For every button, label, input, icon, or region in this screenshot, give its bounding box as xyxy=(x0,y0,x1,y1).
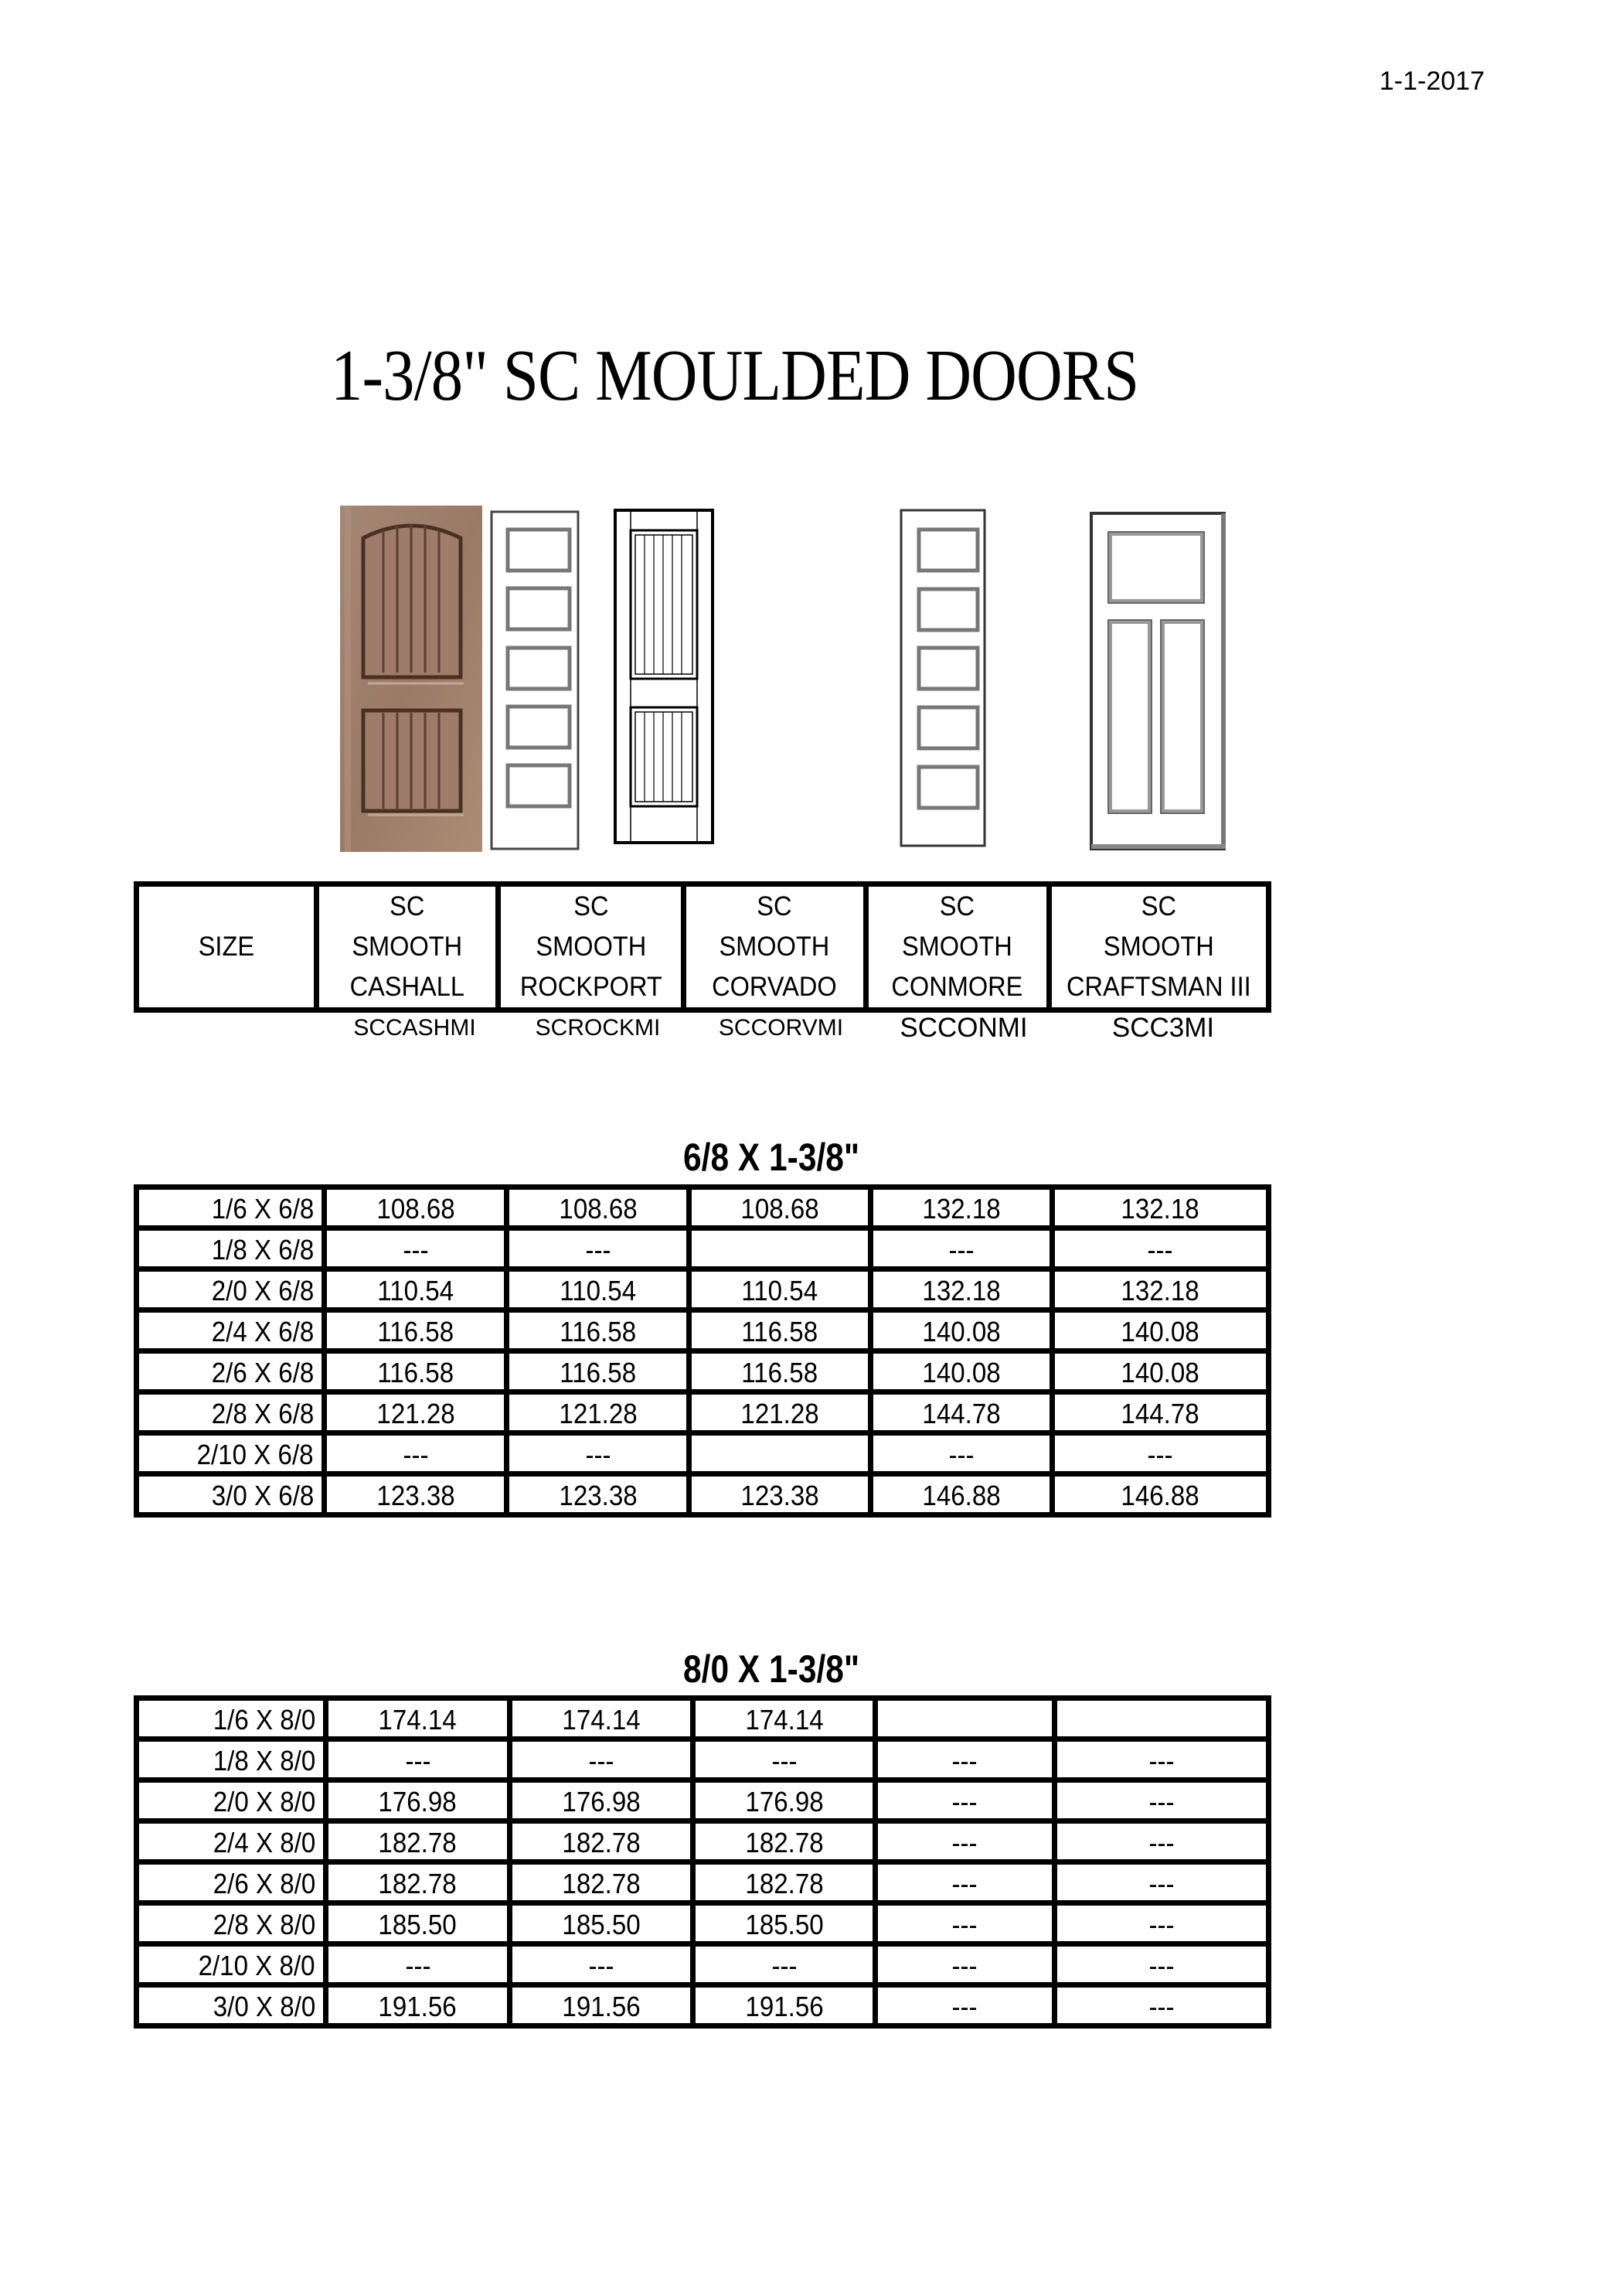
price-cell: 174.14 xyxy=(509,1698,693,1739)
size-header: SIZE xyxy=(137,884,317,1010)
door-image-conmore xyxy=(896,507,989,857)
size-cell: 1/8 X 6/8 xyxy=(137,1228,325,1269)
table-row xyxy=(137,1433,1269,1474)
page-title: 1-3/8" SC MOULDED DOORS xyxy=(331,336,1139,416)
column-header-corvado: SC SMOOTH CORVADO xyxy=(684,884,866,1010)
price-cell xyxy=(876,1698,1055,1739)
size-cell: 2/10 X 8/0 xyxy=(137,1944,326,1985)
size-cell: 1/6 X 8/0 xyxy=(137,1698,326,1739)
price-cell: --- xyxy=(870,1433,1052,1474)
product-code-corvado: SCCORVMI xyxy=(718,1015,844,1041)
price-cell: 121.28 xyxy=(325,1392,507,1433)
table-row xyxy=(137,1310,1269,1351)
price-cell: --- xyxy=(1054,1944,1268,1985)
price-cell: 116.58 xyxy=(507,1351,689,1392)
price-cell: --- xyxy=(1054,1739,1268,1780)
price-cell: --- xyxy=(693,1944,876,1985)
product-code-rockport: SCROCKMI xyxy=(535,1015,661,1041)
size-cell: 2/8 X 6/8 xyxy=(137,1392,325,1433)
table-row xyxy=(137,1228,1269,1269)
size-cell: 2/4 X 6/8 xyxy=(137,1310,325,1351)
size-cell: 2/0 X 8/0 xyxy=(137,1780,326,1821)
table-row xyxy=(137,1862,1269,1903)
price-cell: --- xyxy=(509,1944,693,1985)
price-cell: --- xyxy=(1054,1780,1268,1821)
price-cell: --- xyxy=(326,1944,510,1985)
price-cell: 182.78 xyxy=(693,1862,876,1903)
price-cell: 121.28 xyxy=(507,1392,689,1433)
price-cell: 123.38 xyxy=(689,1474,870,1515)
table-row xyxy=(137,1985,1269,2026)
price-cell xyxy=(689,1228,870,1269)
price-table-6-8 xyxy=(134,1184,1271,1518)
size-cell: 1/6 X 6/8 xyxy=(137,1187,325,1228)
size-cell: 2/8 X 8/0 xyxy=(137,1903,326,1944)
price-cell: 132.18 xyxy=(1052,1269,1268,1310)
price-cell: 108.68 xyxy=(325,1187,507,1228)
price-cell: --- xyxy=(507,1433,689,1474)
price-cell: 185.50 xyxy=(509,1903,693,1944)
table-row xyxy=(137,1269,1269,1310)
size-cell: 3/0 X 8/0 xyxy=(137,1985,326,2026)
price-cell: --- xyxy=(1052,1228,1268,1269)
price-cell: 116.58 xyxy=(507,1310,689,1351)
price-cell: 146.88 xyxy=(870,1474,1052,1515)
price-cell: 191.56 xyxy=(693,1985,876,2026)
table-row xyxy=(137,1821,1269,1862)
price-cell: 140.08 xyxy=(1052,1351,1268,1392)
product-header-table xyxy=(134,881,1271,1013)
price-cell: 176.98 xyxy=(509,1780,693,1821)
price-cell: 140.08 xyxy=(870,1310,1052,1351)
price-cell: 132.18 xyxy=(1052,1187,1268,1228)
product-codes-row xyxy=(134,1005,1271,1051)
column-header-conmore: SC SMOOTH CONMORE xyxy=(866,884,1049,1010)
price-cell: 110.54 xyxy=(325,1269,507,1310)
size-cell: 1/8 X 8/0 xyxy=(137,1739,326,1780)
column-header-craftsman-iii: SC SMOOTH CRAFTSMAN III xyxy=(1049,884,1268,1010)
price-cell: 182.78 xyxy=(326,1862,510,1903)
price-cell: --- xyxy=(876,1780,1055,1821)
price-cell: --- xyxy=(876,1985,1055,2026)
price-cell: --- xyxy=(326,1739,510,1780)
price-cell: --- xyxy=(325,1228,507,1269)
price-cell xyxy=(689,1433,870,1474)
price-table-8-0 xyxy=(134,1695,1271,2029)
size-cell: 2/6 X 8/0 xyxy=(137,1862,326,1903)
table-row xyxy=(137,1351,1269,1392)
table-row xyxy=(137,1780,1269,1821)
size-cell: 3/0 X 6/8 xyxy=(137,1474,325,1515)
table-row xyxy=(137,1698,1269,1739)
size-cell: 2/6 X 6/8 xyxy=(137,1351,325,1392)
size-cell: 2/4 X 8/0 xyxy=(137,1821,326,1862)
price-cell: 108.68 xyxy=(507,1187,689,1228)
price-cell: 110.54 xyxy=(689,1269,870,1310)
column-header-rockport: SC SMOOTH ROCKPORT xyxy=(498,884,684,1010)
price-cell: --- xyxy=(876,1739,1055,1780)
price-cell: 140.08 xyxy=(1052,1310,1268,1351)
door-image-craftsman-iii xyxy=(1088,510,1227,858)
section-title-6-8: 6/8 X 1-3/8" xyxy=(683,1136,860,1179)
price-cell: --- xyxy=(1054,1821,1268,1862)
price-cell: 144.78 xyxy=(870,1392,1052,1433)
price-cell: 176.98 xyxy=(693,1780,876,1821)
price-cell: 108.68 xyxy=(689,1187,870,1228)
price-cell: 185.50 xyxy=(326,1903,510,1944)
price-cell: --- xyxy=(509,1739,693,1780)
price-cell: 182.78 xyxy=(693,1821,876,1862)
table-row xyxy=(137,1187,1269,1228)
price-cell: 182.78 xyxy=(509,1862,693,1903)
door-image-cashall xyxy=(340,506,482,852)
price-cell: 174.14 xyxy=(693,1698,876,1739)
column-header-cashall: SC SMOOTH CASHALL xyxy=(316,884,498,1010)
price-cell: --- xyxy=(1054,1985,1268,2026)
product-code-craftsman-iii: SCC3MI xyxy=(1111,1013,1215,1043)
price-cell: --- xyxy=(507,1228,689,1269)
price-cell: --- xyxy=(1052,1433,1268,1474)
section-title-8-0: 8/0 X 1-3/8" xyxy=(683,1647,860,1691)
price-cell: --- xyxy=(870,1228,1052,1269)
size-cell: 2/0 X 6/8 xyxy=(137,1269,325,1310)
price-cell: 132.18 xyxy=(870,1187,1052,1228)
table-row xyxy=(137,1474,1269,1515)
price-cell: --- xyxy=(876,1821,1055,1862)
price-cell: --- xyxy=(325,1433,507,1474)
price-cell: --- xyxy=(876,1862,1055,1903)
price-cell: 140.08 xyxy=(870,1351,1052,1392)
price-cell: 132.18 xyxy=(870,1269,1052,1310)
price-cell: 182.78 xyxy=(509,1821,693,1862)
price-cell: --- xyxy=(693,1739,876,1780)
table-row xyxy=(137,1739,1269,1780)
price-cell: --- xyxy=(876,1903,1055,1944)
price-cell: 121.28 xyxy=(689,1392,870,1433)
price-cell: --- xyxy=(876,1944,1055,1985)
price-cell: 144.78 xyxy=(1052,1392,1268,1433)
price-cell: 116.58 xyxy=(689,1351,870,1392)
price-cell: 191.56 xyxy=(326,1985,510,2026)
price-cell: 116.58 xyxy=(325,1351,507,1392)
product-code-cashall: SCCASHMI xyxy=(353,1015,476,1041)
price-cell: 174.14 xyxy=(326,1698,510,1739)
price-cell: 176.98 xyxy=(326,1780,510,1821)
size-cell: 2/10 X 6/8 xyxy=(137,1433,325,1474)
price-cell: 146.88 xyxy=(1052,1474,1268,1515)
document-date: 1-1-2017 xyxy=(1379,66,1485,96)
price-cell: 123.38 xyxy=(325,1474,507,1515)
price-cell: 116.58 xyxy=(689,1310,870,1351)
price-cell: 182.78 xyxy=(326,1821,510,1862)
door-image-corvado xyxy=(614,507,722,855)
price-cell: 110.54 xyxy=(507,1269,689,1310)
price-cell: 116.58 xyxy=(325,1310,507,1351)
price-cell xyxy=(1054,1698,1268,1739)
price-cell: 123.38 xyxy=(507,1474,689,1515)
price-cell: 191.56 xyxy=(509,1985,693,2026)
price-cell: --- xyxy=(1054,1862,1268,1903)
door-image-rockport xyxy=(481,509,581,857)
table-row xyxy=(137,1903,1269,1944)
price-cell: --- xyxy=(1054,1903,1268,1944)
table-row xyxy=(137,1392,1269,1433)
table-row xyxy=(137,1944,1269,1985)
price-cell: 185.50 xyxy=(693,1903,876,1944)
product-code-conmore: SCCONMI xyxy=(900,1013,1028,1043)
